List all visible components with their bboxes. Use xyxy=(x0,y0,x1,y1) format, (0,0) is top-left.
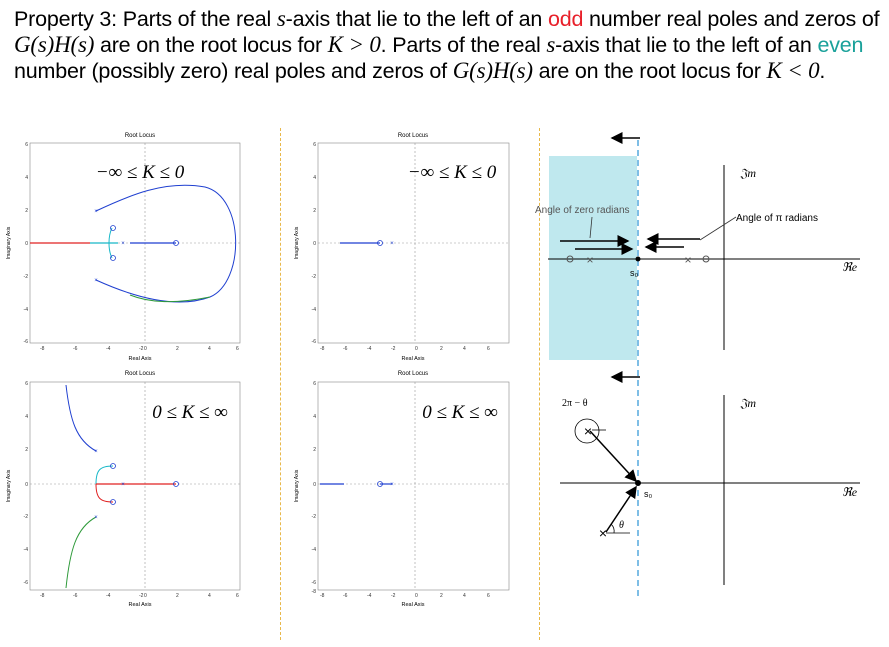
plot-bot-mid xyxy=(294,371,509,608)
x-ticks xyxy=(320,593,490,599)
pi-angle-label: Angle of π radians xyxy=(736,213,818,224)
x-axis-label: Real Axis xyxy=(128,602,152,608)
pole-marker: × xyxy=(94,209,98,215)
svg-text:6: 6 xyxy=(487,346,490,352)
svg-text:-6: -6 xyxy=(23,339,28,345)
svg-text:4: 4 xyxy=(208,593,211,599)
svg-text:2: 2 xyxy=(25,447,28,453)
svg-text:-6: -6 xyxy=(343,593,348,599)
svg-text:6: 6 xyxy=(236,593,239,599)
svg-text:6: 6 xyxy=(313,142,316,148)
y-ticks xyxy=(24,142,29,345)
svg-text:-6: -6 xyxy=(343,346,348,352)
locus-branch-upper xyxy=(66,385,96,451)
svg-text:-2: -2 xyxy=(391,346,396,352)
sketch-bottom xyxy=(560,377,860,585)
svg-text:0: 0 xyxy=(25,482,28,488)
svg-text:4: 4 xyxy=(463,346,466,352)
svg-text:-8: -8 xyxy=(311,589,316,595)
svg-text:2: 2 xyxy=(440,346,443,352)
svg-text:0: 0 xyxy=(25,241,28,247)
x-axis-label: Real Axis xyxy=(128,356,152,362)
y-axis-label: Imaginary Axis xyxy=(6,469,12,503)
pole-marker: × xyxy=(583,423,593,439)
property-heading: Property 3: Parts of the real s-axis that lie to the left of an odd number real poles and zeros of G(s)H(s) are on the root locus for K > 0. Parts of the real s-axis that lie to the left of an even number (possibly zero) real poles and zeros of G(s)H(s) are on the root locus for K < 0. xyxy=(14,6,880,83)
zero-marker xyxy=(111,226,116,231)
zero-angle-label: Angle of zero radians xyxy=(535,205,630,216)
k-range-label: 0 ≤ K ≤ ∞ xyxy=(422,402,498,423)
y-axis-label: Imaginary Axis xyxy=(294,226,300,260)
pole-marker: × xyxy=(121,241,125,247)
svg-text:-8: -8 xyxy=(320,593,325,599)
svg-text:-4: -4 xyxy=(311,547,316,553)
svg-text:2: 2 xyxy=(25,208,28,214)
odd-word: odd xyxy=(547,7,584,31)
svg-text:0: 0 xyxy=(144,593,147,599)
svg-text:-6: -6 xyxy=(73,593,78,599)
svg-text:-2: -2 xyxy=(139,346,144,352)
svg-text:-6: -6 xyxy=(73,346,78,352)
svg-text:-4: -4 xyxy=(106,593,111,599)
y-ticks xyxy=(312,142,317,345)
im-label: 𝔍m xyxy=(740,166,757,180)
k-range-label: −∞ ≤ K ≤ 0 xyxy=(407,162,497,183)
theta-label: θ xyxy=(619,520,624,531)
pole-marker: × xyxy=(586,253,594,267)
k-range-label: −∞ ≤ K ≤ 0 xyxy=(95,162,185,183)
x-ticks xyxy=(40,346,239,352)
svg-text:-6: -6 xyxy=(311,339,316,345)
even-word: even xyxy=(817,33,864,57)
svg-text:-8: -8 xyxy=(40,346,45,352)
svg-text:-2: -2 xyxy=(23,514,28,520)
pole-marker: × xyxy=(94,449,98,455)
svg-text:4: 4 xyxy=(25,175,28,181)
plot-top-left xyxy=(6,133,240,362)
plot-title: Root Locus xyxy=(124,371,156,377)
svg-text:0: 0 xyxy=(313,482,316,488)
svg-text:2: 2 xyxy=(313,447,316,453)
y-ticks xyxy=(24,381,29,586)
pole-marker: × xyxy=(94,278,98,284)
s0-label: s₀ xyxy=(644,489,653,499)
svg-text:-2: -2 xyxy=(391,593,396,599)
svg-text:-2: -2 xyxy=(311,514,316,520)
y-ticks xyxy=(312,381,317,595)
svg-text:-4: -4 xyxy=(367,593,372,599)
svg-text:-2: -2 xyxy=(23,274,28,280)
re-label: ℜe xyxy=(842,485,858,499)
pole-marker: × xyxy=(94,515,98,521)
svg-text:6: 6 xyxy=(487,593,490,599)
x-ticks xyxy=(40,593,239,599)
svg-text:6: 6 xyxy=(236,346,239,352)
pole-marker: × xyxy=(390,241,394,247)
plot-bot-left xyxy=(6,371,240,608)
plot-title: Root Locus xyxy=(124,133,156,139)
x-axis-label: Real Axis xyxy=(401,602,425,608)
svg-text:6: 6 xyxy=(313,381,316,387)
svg-text:4: 4 xyxy=(313,414,316,420)
svg-text:0: 0 xyxy=(144,346,147,352)
x-axis-label: Real Axis xyxy=(401,356,425,362)
two-pi-minus-theta: 2π − θ xyxy=(562,398,588,409)
s0-label: s₀ xyxy=(630,268,639,278)
svg-text:-4: -4 xyxy=(367,346,372,352)
plot-top-mid xyxy=(294,133,509,362)
svg-text:2: 2 xyxy=(176,346,179,352)
pole-marker: × xyxy=(390,482,394,488)
svg-text:2: 2 xyxy=(440,593,443,599)
svg-text:2: 2 xyxy=(313,208,316,214)
pole-marker: × xyxy=(598,525,608,541)
svg-text:-4: -4 xyxy=(23,307,28,313)
svg-text:2: 2 xyxy=(176,593,179,599)
k-range-label: 0 ≤ K ≤ ∞ xyxy=(152,402,228,423)
zero-marker xyxy=(111,256,116,261)
svg-text:-4: -4 xyxy=(106,346,111,352)
im-label: 𝔍m xyxy=(740,396,757,410)
re-label: ℜe xyxy=(842,260,858,274)
plot-title: Root Locus xyxy=(397,133,429,139)
svg-text:6: 6 xyxy=(25,142,28,148)
svg-text:-4: -4 xyxy=(311,307,316,313)
svg-text:-4: -4 xyxy=(23,547,28,553)
x-ticks xyxy=(320,346,490,352)
svg-text:-6: -6 xyxy=(311,580,316,586)
svg-text:0: 0 xyxy=(415,346,418,352)
svg-text:-8: -8 xyxy=(40,593,45,599)
pole-marker: × xyxy=(121,482,125,488)
svg-text:-6: -6 xyxy=(23,580,28,586)
svg-text:0: 0 xyxy=(415,593,418,599)
svg-text:-2: -2 xyxy=(139,593,144,599)
svg-text:4: 4 xyxy=(313,175,316,181)
y-axis-label: Imaginary Axis xyxy=(6,226,12,260)
locus-branch-lower xyxy=(66,517,96,588)
plot-title: Root Locus xyxy=(397,371,429,377)
svg-text:6: 6 xyxy=(25,381,28,387)
svg-text:0: 0 xyxy=(313,241,316,247)
svg-text:4: 4 xyxy=(208,346,211,352)
svg-text:-2: -2 xyxy=(311,274,316,280)
svg-text:4: 4 xyxy=(463,593,466,599)
y-axis-label: Imaginary Axis xyxy=(294,469,300,503)
svg-text:-8: -8 xyxy=(320,346,325,352)
sketch-top xyxy=(535,138,860,600)
pole-marker: × xyxy=(684,253,692,267)
svg-text:4: 4 xyxy=(25,414,28,420)
